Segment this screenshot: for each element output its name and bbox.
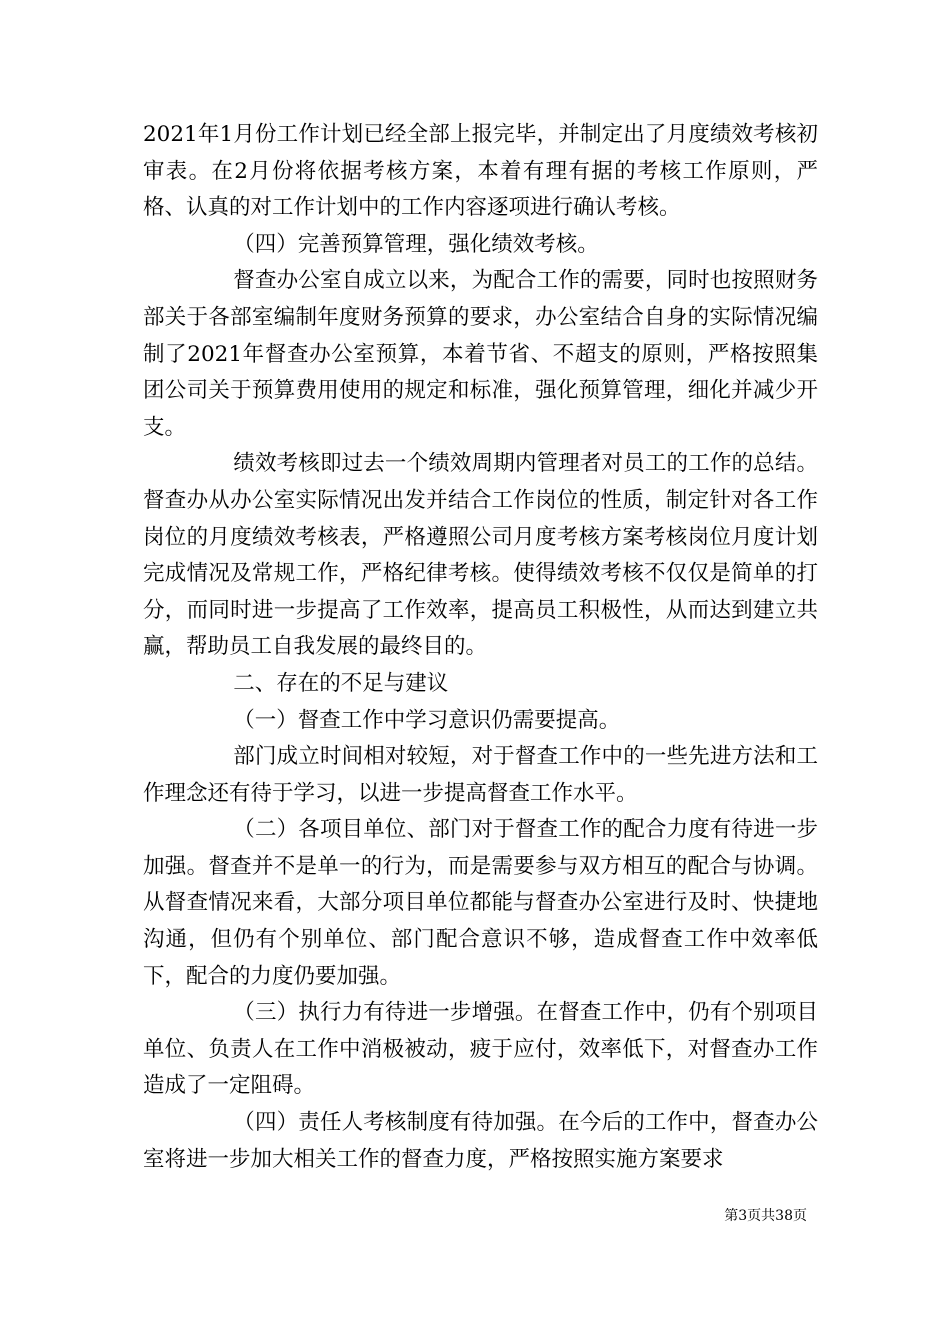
paragraph-cooperation: （二）各项目单位、部门对于督查工作的配合力度有待进一步加强。督查并不是单一的行为，而是需要参与双方相互的配合与协调。从督查情况来看，大部分项目单位都能与督查办公室进行及时、快捷地沟通，但仍有个别单位、部门配合意识不够，造成督查工作中效率低下，配合的力度仍要加强。 [143,817,818,989]
paragraph-execution: （三）执行力有待进一步增强。在督查工作中，仍有个别项目单位、负责人在工作中消极被动，疲于应付，效率低下，对督查办工作造成了一定阻碍。 [143,1000,818,1099]
paragraph-performance-review: 绩效考核即过去一个绩效周期内管理者对员工的工作的总结。督查办从办公室实际情况出发并结合工作岗位的性质，制定针对各工作岗位的月度绩效考核表，严格遵照公司月度考核方案考核岗位月度计划完成情况及常规工作，严格纪律考核。使得绩效考核不仅仅是简单的打分，而同时进一步提高了工作效率，提高员工积极性，从而达到建立共赢，帮助员工自我发展的最终目的。 [143,451,818,660]
heading-budget-management: （四）完善预算管理，强化绩效考核。 [233,231,599,257]
paragraph-budget: 督查办公室自成立以来，为配合工作的需要，同时也按照财务部关于各部室编制年度财务预算的要求，办公室结合自身的实际情况编制了2021年督查办公室预算，本着节省、不超支的原则，严格按照集团公司关于预算费用使用的规定和标准，强化预算管理，细化并减少开支。 [143,268,818,440]
paragraph-monthly-plan: 2021年1月份工作计划已经全部上报完毕，并制定出了月度绩效考核初审表。在2月份将依据考核方案，本着有理有据的考核工作原则，严格、认真的对工作计划中的工作内容逐项进行确认考核。 [143,122,818,221]
document-body [143,117,818,1178]
paragraph-accountability: （四）责任人考核制度有待加强。在今后的工作中，督查办公室将进一步加大相关工作的督查力度，严格按照实施方案要求 [143,1110,818,1172]
heading-learning-awareness: （一）督查工作中学习意识仍需要提高。 [233,707,621,733]
paragraph-learning: 部门成立时间相对较短，对于督查工作中的一些先进方法和工作理念还有待于学习，以进一步提高督查工作水平。 [143,744,818,806]
page-number-footer: 第3页共38页 [724,1208,807,1224]
heading-shortcomings: 二、存在的不足与建议 [233,670,449,696]
